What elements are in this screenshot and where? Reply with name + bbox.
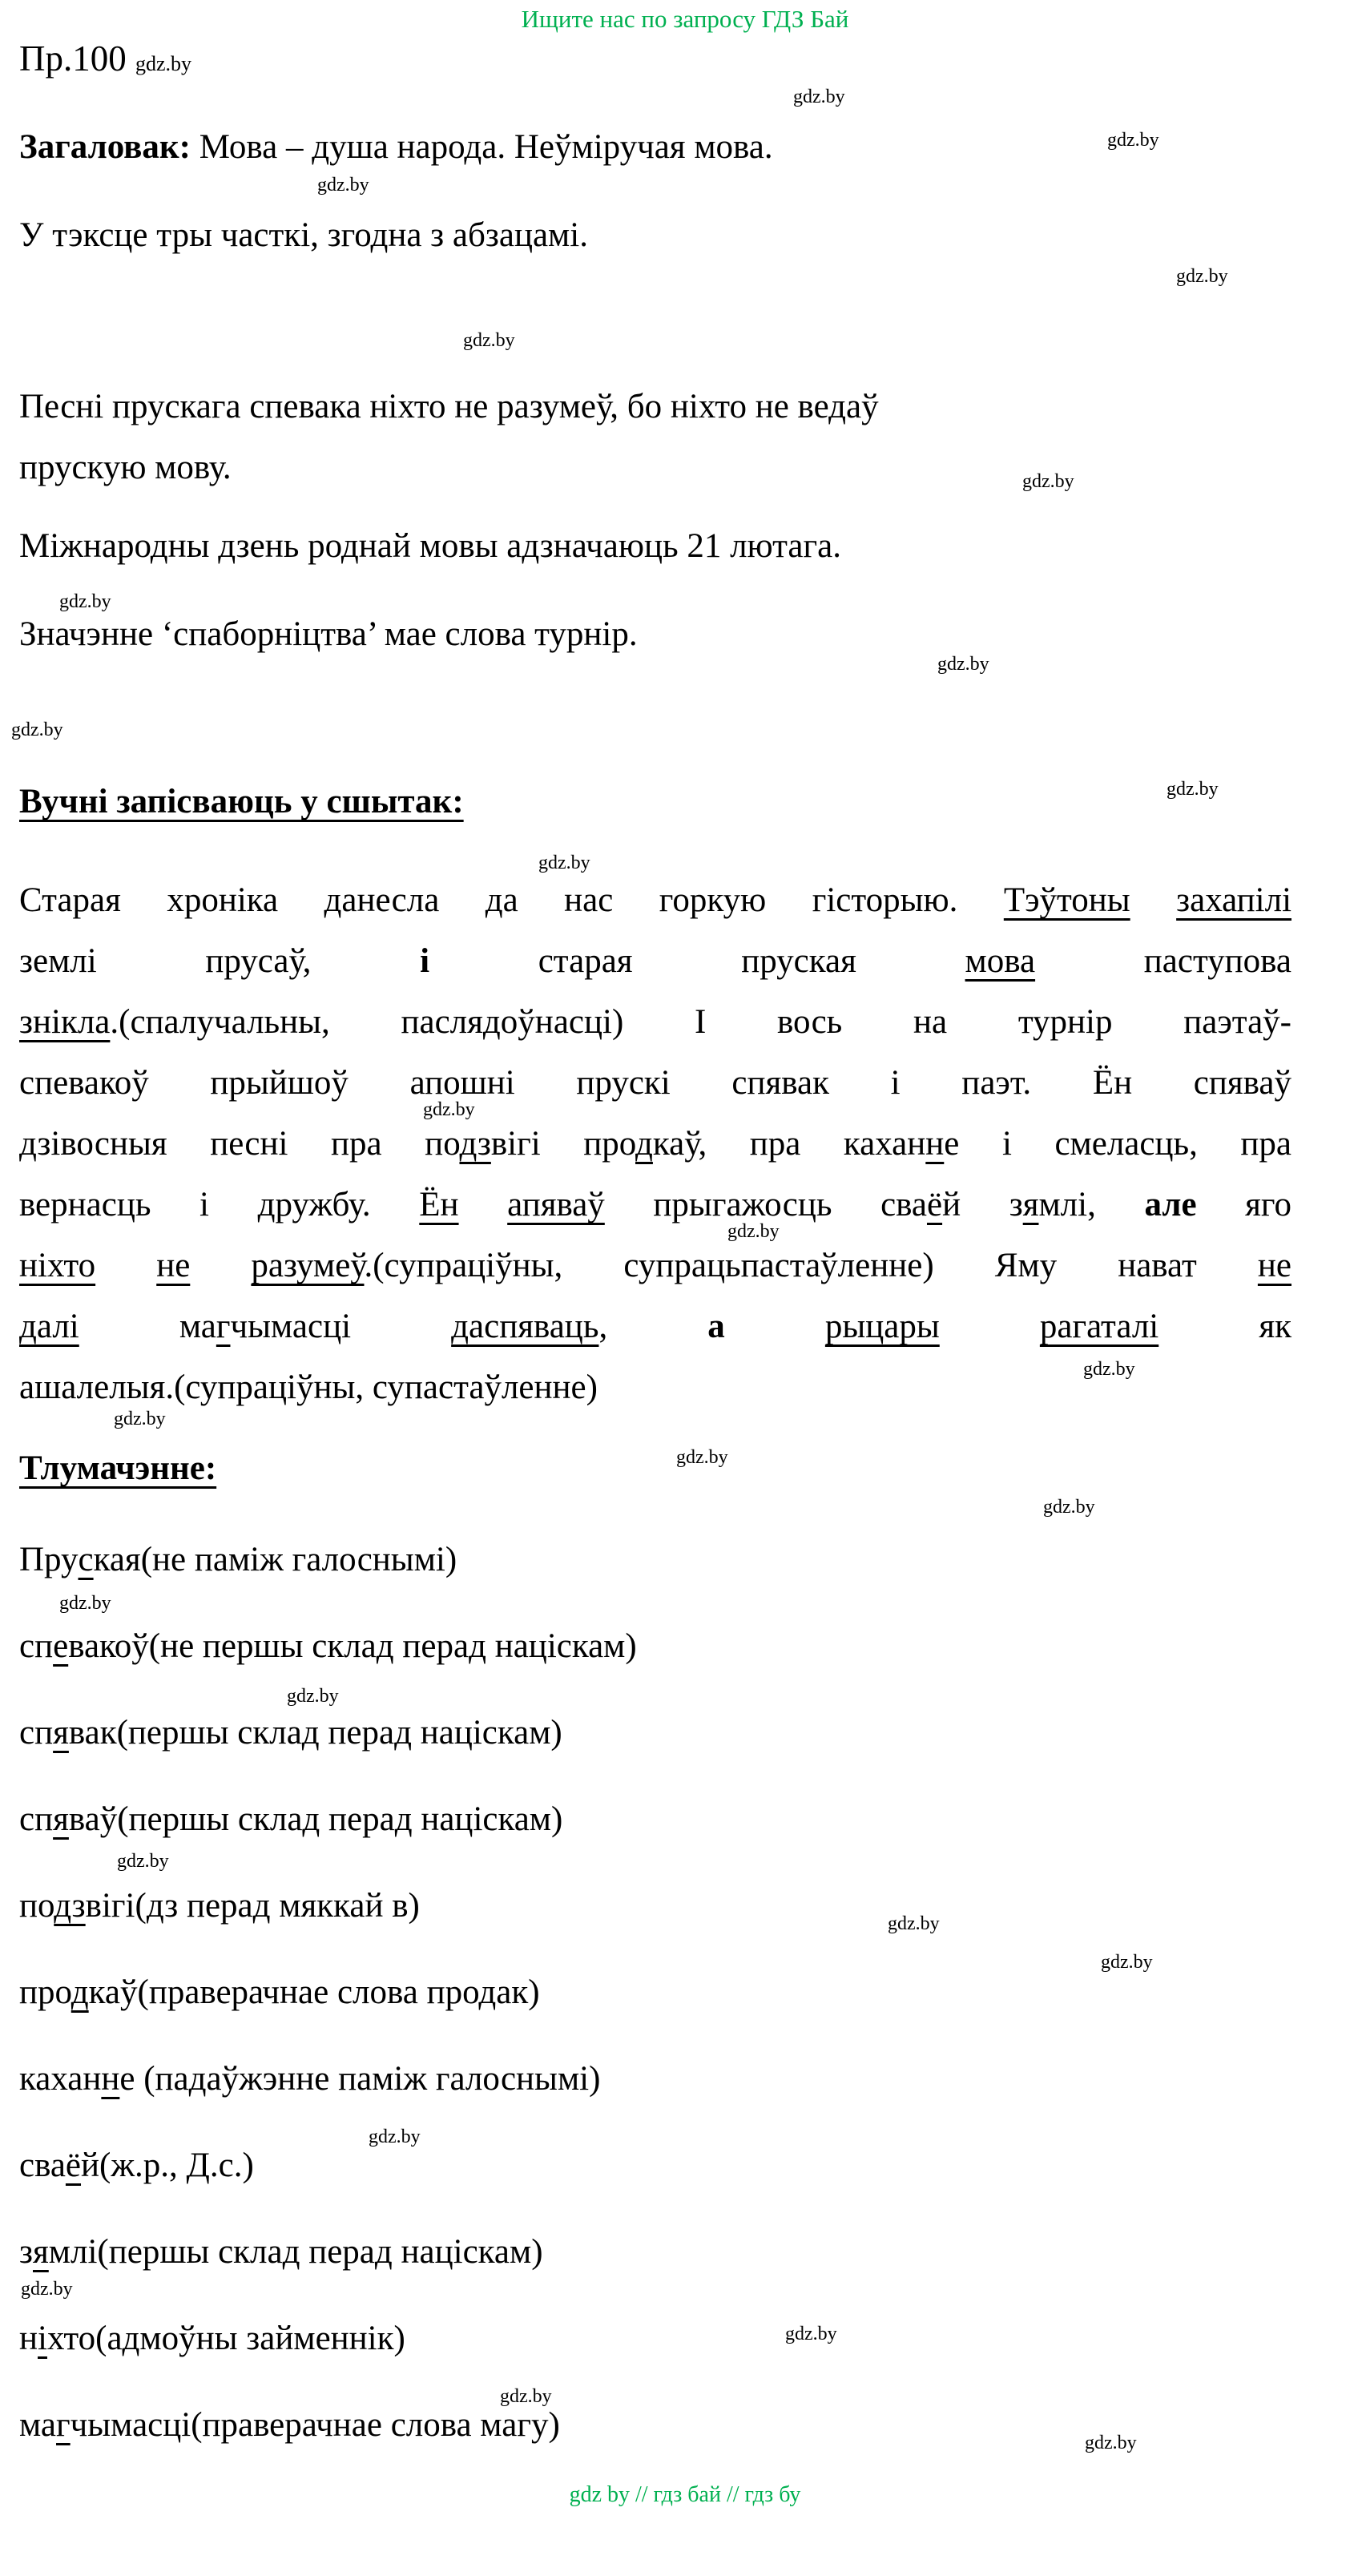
text-segment: сп bbox=[19, 1627, 54, 1665]
promo-footer: gdz by // гдз бай // гдз бу bbox=[569, 2482, 801, 2507]
text-segment: й(ж.р., Д.с.) bbox=[81, 2147, 254, 2184]
underlined-text: рыцары bbox=[824, 1308, 940, 1345]
text-segment: е і смеласць, пра bbox=[944, 1125, 1292, 1163]
gdz-watermark: gdz.by bbox=[114, 1409, 166, 1429]
underlined-text: е bbox=[53, 1627, 69, 1665]
text-segment: про bbox=[19, 1973, 71, 2011]
paragraph-line bbox=[19, 992, 1291, 1053]
text-segment: паступова bbox=[1035, 942, 1291, 980]
text-segment: кахан bbox=[19, 2060, 102, 2098]
underlined-text: Ён bbox=[419, 1186, 459, 1223]
underlined-text: н bbox=[925, 1125, 945, 1163]
gdz-watermark: gdz.by bbox=[500, 2386, 552, 2407]
underlined-text: знікла bbox=[19, 1003, 111, 1041]
underlined-text: не bbox=[1257, 1247, 1291, 1284]
text-segment: ашалелыя.(супраціўны, супастаўленне) bbox=[19, 1369, 598, 1406]
gdz-watermark: gdz.by bbox=[1083, 1359, 1135, 1380]
text-segment: ваў(першы склад перад націскам) bbox=[68, 1800, 563, 1838]
text-segment: сп bbox=[19, 1800, 54, 1838]
underlined-text: апяваў bbox=[507, 1186, 605, 1223]
paragraph-line bbox=[19, 437, 1301, 498]
gdz-watermark: gdz.by bbox=[1167, 779, 1219, 800]
explanation-item bbox=[19, 2232, 1301, 2272]
gdz-watermark: gdz.by bbox=[1101, 1952, 1153, 1973]
text-segment bbox=[940, 1308, 1040, 1345]
paragraph-line bbox=[19, 1114, 1291, 1175]
text-segment: старая пруская bbox=[429, 942, 965, 980]
promo-header: Ищите нас по запросу ГДЗ Бай bbox=[521, 5, 849, 33]
text-segment: каў, пра кахан bbox=[652, 1125, 926, 1163]
text-segment: прыгажосць сва bbox=[604, 1186, 927, 1223]
text-segment bbox=[190, 1247, 251, 1284]
explanation-heading: Тлумачэнне: bbox=[19, 1449, 217, 1487]
text-segment: вернасць і дружбу. bbox=[19, 1186, 420, 1223]
text-segment: ма bbox=[19, 2406, 57, 2444]
explanation-list bbox=[19, 1540, 1301, 2492]
text-segment bbox=[127, 38, 135, 79]
underlined-text: даспяваць bbox=[451, 1308, 599, 1345]
text-segment: Мова – душа народа. Неўміручая мова. bbox=[199, 128, 773, 166]
text-segment bbox=[95, 1247, 156, 1284]
text-segment: Старая хроніка данесла да нас горкую гісторыю. bbox=[19, 881, 1004, 919]
text-segment: яго bbox=[1196, 1186, 1291, 1223]
text-segment: .(спалучальны, паслядоўнасці) І вось на турнір паэтаў- bbox=[110, 1003, 1291, 1041]
bold-text: а bbox=[707, 1308, 725, 1345]
gdz-watermark: gdz.by bbox=[937, 654, 989, 675]
explanation-item bbox=[19, 2146, 1301, 2186]
text-segment: Значэнне ‘спаборніцтва’ мае слова турнір. bbox=[19, 615, 638, 653]
text-segment: вак(першы склад перад націскам) bbox=[68, 1714, 562, 1752]
gdz-watermark: gdz.by bbox=[676, 1447, 728, 1468]
underlined-text: я bbox=[53, 1800, 69, 1838]
paragraph-line bbox=[19, 1175, 1291, 1236]
text-segment: н bbox=[19, 2320, 38, 2357]
underlined-text: Тэўтоны bbox=[1003, 881, 1130, 919]
underlined-text: ё bbox=[926, 1186, 943, 1223]
explanation-item bbox=[19, 2059, 1301, 2099]
text-segment: млі(першы склад перад націскам) bbox=[48, 2233, 543, 2271]
underlined-text: ніхто bbox=[19, 1247, 96, 1284]
text-segment: чымасці(праверачнае слова магу) bbox=[70, 2406, 560, 2444]
gdz-watermark: gdz.by bbox=[538, 853, 590, 873]
gdz-watermark: gdz.by bbox=[59, 591, 111, 612]
text-segment: дзівосныя песні пра по bbox=[19, 1125, 460, 1163]
text-segment: землі прусаў, bbox=[19, 942, 421, 980]
explanation-item bbox=[19, 2319, 1301, 2359]
bold-text: Загаловак: bbox=[19, 128, 199, 166]
gdz-watermark: gdz.by bbox=[1176, 266, 1228, 287]
text-segment: вакоў(не першы склад перад націскам) bbox=[68, 1627, 637, 1665]
text-segment: Міжнародны дзень роднай мовы адзначаюць 21 лютага. bbox=[19, 527, 841, 565]
text-segment: У тэксце тры часткі, згодна з абзацамі. bbox=[19, 216, 588, 254]
text-segment: Песні прускага спевака ніхто не разумеў, бо ніхто не ведаў bbox=[19, 388, 879, 425]
underlined-text: не bbox=[156, 1247, 191, 1284]
gdz-watermark: gdz.by bbox=[785, 2324, 837, 2344]
text-segment: прускую мову. bbox=[19, 449, 232, 486]
bold-text: і bbox=[420, 942, 430, 980]
text-segment: чымасці bbox=[230, 1308, 452, 1345]
paragraph-line bbox=[19, 870, 1291, 931]
underlined-text: г bbox=[216, 1308, 231, 1345]
text-segment: вігі про bbox=[490, 1125, 636, 1163]
underlined-text: разумеў bbox=[251, 1247, 365, 1284]
text-segment: з bbox=[19, 2233, 33, 2271]
underlined-text: захапілі bbox=[1176, 881, 1292, 919]
gdz-watermark: gdz.by bbox=[287, 1686, 339, 1707]
paragraph-line bbox=[19, 1053, 1291, 1114]
explanation-item bbox=[19, 1713, 1301, 1753]
gdz-watermark: gdz.by bbox=[369, 2127, 421, 2147]
text-segment: сп bbox=[19, 1714, 54, 1752]
underlined-text: мова bbox=[965, 942, 1036, 980]
underlined-text: д bbox=[71, 1973, 89, 2011]
explanation-item bbox=[19, 1540, 1301, 1580]
text-segment: .(супраціўны, супрацьпастаўленне) Яму нават bbox=[364, 1247, 1258, 1284]
underlined-text: я bbox=[53, 1714, 69, 1752]
text-segment: й з bbox=[942, 1186, 1023, 1223]
gdz-watermark: gdz.by bbox=[135, 52, 192, 75]
text-segment bbox=[1130, 881, 1176, 919]
gdz-watermark: gdz.by bbox=[888, 1913, 940, 1934]
text-segment: ма bbox=[79, 1308, 216, 1345]
paragraph-line bbox=[19, 931, 1291, 992]
underlined-text: ё bbox=[65, 2147, 82, 2184]
underlined-text: далі bbox=[19, 1308, 79, 1345]
gdz-watermark: gdz.by bbox=[21, 2279, 73, 2300]
gdz-watermark: gdz.by bbox=[1085, 2433, 1137, 2453]
gdz-watermark: gdz.by bbox=[1043, 1497, 1095, 1518]
text-segment: Пру bbox=[19, 1541, 79, 1578]
gdz-watermark: gdz.by bbox=[793, 87, 845, 107]
text-segment: , bbox=[598, 1308, 708, 1345]
gdz-watermark: gdz.by bbox=[463, 330, 515, 351]
gdz-watermark: gdz.by bbox=[1022, 471, 1074, 492]
gdz-watermark: gdz.by bbox=[1107, 130, 1159, 151]
gdz-watermark: gdz.by bbox=[59, 1593, 111, 1614]
explanation-item bbox=[19, 1973, 1301, 2013]
text-segment: млі, bbox=[1038, 1186, 1145, 1223]
gdz-watermark: gdz.by bbox=[727, 1221, 780, 1242]
underlined-text: дз bbox=[54, 1887, 86, 1925]
underlined-text: і bbox=[38, 2320, 47, 2357]
text-segment: спевакоў прыйшоў апошні прускі спявак і паэт. Ён спяваў bbox=[19, 1064, 1291, 1102]
language-day-line bbox=[19, 526, 841, 567]
notebook-heading: Вучні запісваюць у сшытак: bbox=[19, 783, 464, 820]
underlined-text: я bbox=[33, 2233, 49, 2271]
explanation-item bbox=[19, 1800, 1301, 1840]
answer-title-line bbox=[19, 127, 773, 168]
underlined-text: г bbox=[56, 2406, 71, 2444]
underlined-text: с bbox=[78, 1541, 94, 1578]
text-segment: вігі(дз перад мяккай в) bbox=[85, 1887, 420, 1925]
text-segment: е (падаўжэнне паміж галоснымі) bbox=[119, 2060, 601, 2098]
text-segment: хто(адмоўны займеннік) bbox=[46, 2320, 405, 2357]
explanation-item bbox=[19, 1627, 1301, 1667]
pesni-paragraph bbox=[19, 377, 1301, 498]
paragraph-line bbox=[19, 1296, 1291, 1357]
paragraph-line bbox=[19, 1236, 1291, 1296]
gdz-watermark: gdz.by bbox=[11, 720, 63, 740]
underlined-text: дз bbox=[459, 1125, 491, 1163]
paragraph-line bbox=[19, 377, 1301, 437]
main-paragraph bbox=[19, 870, 1291, 1418]
explanation-item bbox=[19, 1886, 1301, 1926]
meaning-line bbox=[19, 614, 638, 655]
gdz-watermark: gdz.by bbox=[117, 1851, 169, 1872]
text-segment: як bbox=[1158, 1308, 1292, 1345]
text-segment: каў(праверачнае слова продак) bbox=[88, 1973, 540, 2011]
gdz-watermark: gdz.by bbox=[423, 1099, 475, 1120]
text-segment: по bbox=[19, 1887, 54, 1925]
exercise-number bbox=[19, 37, 191, 81]
underlined-text: д bbox=[635, 1125, 653, 1163]
underlined-text: я bbox=[1022, 1186, 1039, 1223]
underlined-text: н bbox=[101, 2060, 120, 2098]
text-segment: Пр.100 bbox=[19, 38, 127, 79]
parts-line bbox=[19, 215, 588, 256]
text-segment bbox=[459, 1186, 508, 1223]
gdz-watermark: gdz.by bbox=[317, 175, 369, 196]
underlined-text: рагаталі bbox=[1039, 1308, 1159, 1345]
bold-text: але bbox=[1144, 1186, 1197, 1223]
text-segment: сва bbox=[19, 2147, 66, 2184]
text-segment bbox=[725, 1308, 825, 1345]
text-segment: кая(не паміж галоснымі) bbox=[93, 1541, 457, 1578]
